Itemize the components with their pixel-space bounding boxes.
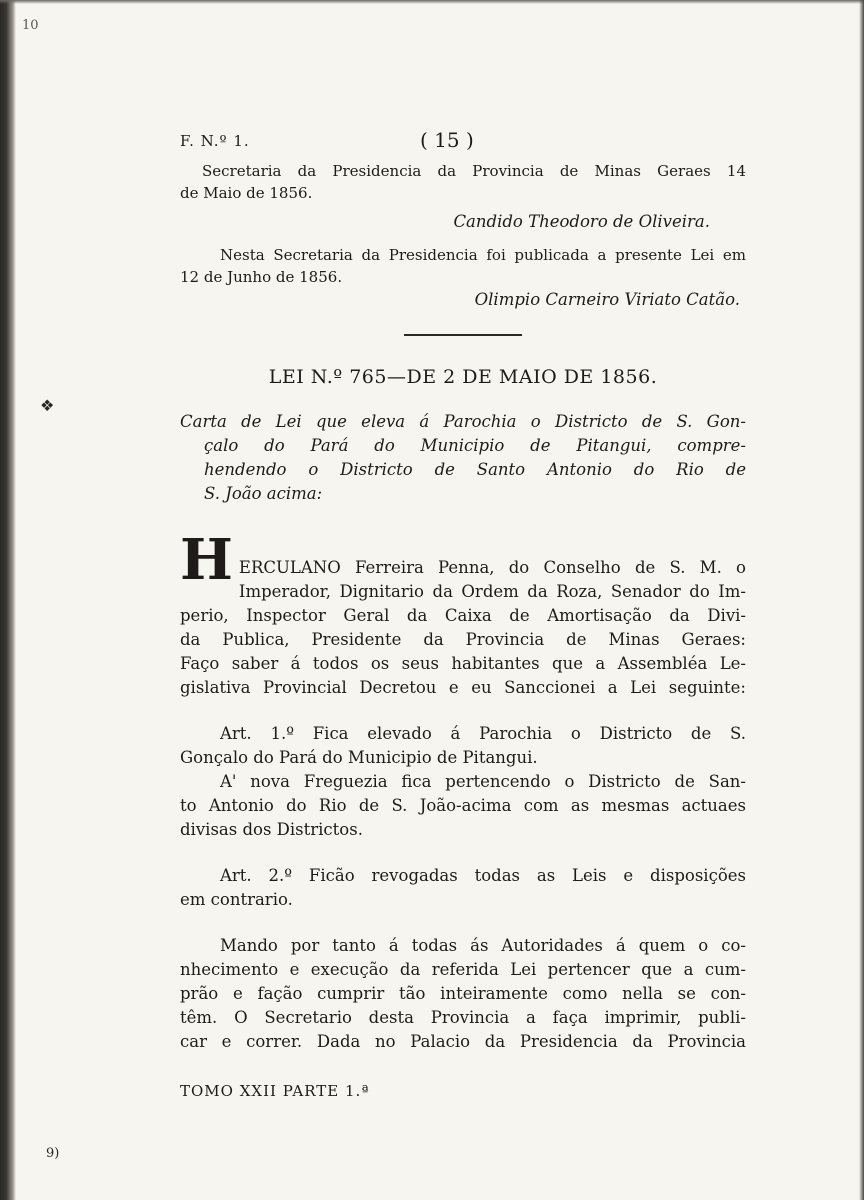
closing-line: car e correr. Dada no Palacio da Presidencia da Provincia — [180, 1032, 746, 1051]
closing-line: prão e fação cumprir tão inteiramente como nella se con- — [180, 984, 746, 1003]
law-title: LEI N.º 765—DE 2 DE MAIO DE 1856. — [268, 366, 658, 388]
closing-line: Mando por tanto á todas ás Autoridades á quem o co- — [220, 936, 746, 955]
secretaria-note — [180, 160, 746, 234]
preamble-line: perio, Inspector Geral da Caixa de Amortisação da Divi- — [180, 606, 746, 625]
note-line: Secretaria da Presidencia da Provincia de Minas Geraes 14 — [202, 162, 746, 180]
summary-line: çalo do Pará do Municipio de Pitangui, compre- — [204, 436, 746, 455]
margin-bullet-icon: ❖ — [40, 396, 55, 415]
section-divider — [404, 334, 522, 336]
article-line: to Antonio do Rio de S. João-acima com as mesmas actuaes — [180, 796, 746, 815]
preamble-line: Faço saber á todos os seus habitantes que a Assembléa Le- — [180, 654, 746, 673]
article-line: Art. 1.º Fica elevado á Parochia o Districto de S. — [220, 724, 746, 743]
article-line: Art. 2.º Ficão revogadas todas as Leis e disposições — [220, 866, 746, 885]
document-page — [180, 120, 746, 1100]
summary-line: Carta de Lei que eleva á Parochia o Districto de S. Gon- — [180, 412, 746, 431]
article-2 — [180, 864, 746, 912]
article-line: Gonçalo do Pará do Municipio de Pitangui. — [180, 748, 538, 767]
page-number: ( 15 ) — [420, 128, 474, 152]
closing-line: têm. O Secretario desta Provincia a faça imprimir, publi- — [180, 1008, 746, 1027]
closing-line: nhecimento e execução da referida Lei pertencer que a cum- — [180, 960, 746, 979]
article-line: em contrario. — [180, 890, 293, 909]
scan-top-edge — [0, 0, 864, 4]
note-line: de Maio de 1856. — [180, 184, 313, 202]
note-line: Nesta Secretaria da Presidencia foi publicada a presente Lei em — [220, 246, 746, 264]
closing-paragraph — [180, 934, 746, 1054]
preamble — [180, 527, 746, 700]
scan-left-edge — [0, 0, 16, 1200]
corner-mark: 10 — [22, 18, 39, 33]
scan-right-edge — [859, 0, 864, 1200]
preamble-line: ERCULANO Ferreira Penna, do Conselho de S. M. o — [238, 558, 746, 577]
article-1 — [180, 722, 746, 842]
law-summary — [180, 410, 746, 506]
note-signer: Olimpio Carneiro Viriato Catão. — [474, 290, 740, 309]
summary-line: S. João acima: — [204, 484, 323, 503]
note-line: 12 de Junho de 1856. — [180, 268, 343, 286]
preamble-line: Imperador, Dignitario da Ordem da Roza, Senador do Im- — [238, 582, 746, 601]
article-line: divisas dos Districtos. — [180, 820, 363, 839]
note-signer: Candido Theodoro de Oliveira. — [453, 212, 710, 231]
drop-cap: H — [180, 527, 233, 593]
summary-line: hendendo o Districto de Santo Antonio do Rio de — [204, 460, 746, 479]
page-header — [180, 120, 746, 160]
article-line: A' nova Freguezia fica pertencendo o Districto de San- — [220, 772, 746, 791]
bottom-mark: 9) — [46, 1146, 60, 1161]
preamble-line: da Publica, Presidente da Provincia de Minas Geraes: — [180, 630, 746, 649]
signature-mark: F. N.º 1. — [180, 132, 250, 150]
preamble-line: gislativa Provincial Decretou e eu Sanccionei a Lei seguinte: — [180, 678, 746, 697]
publication-note — [180, 244, 746, 312]
volume-footer: TOMO XXII PARTE 1.ª — [180, 1082, 370, 1100]
